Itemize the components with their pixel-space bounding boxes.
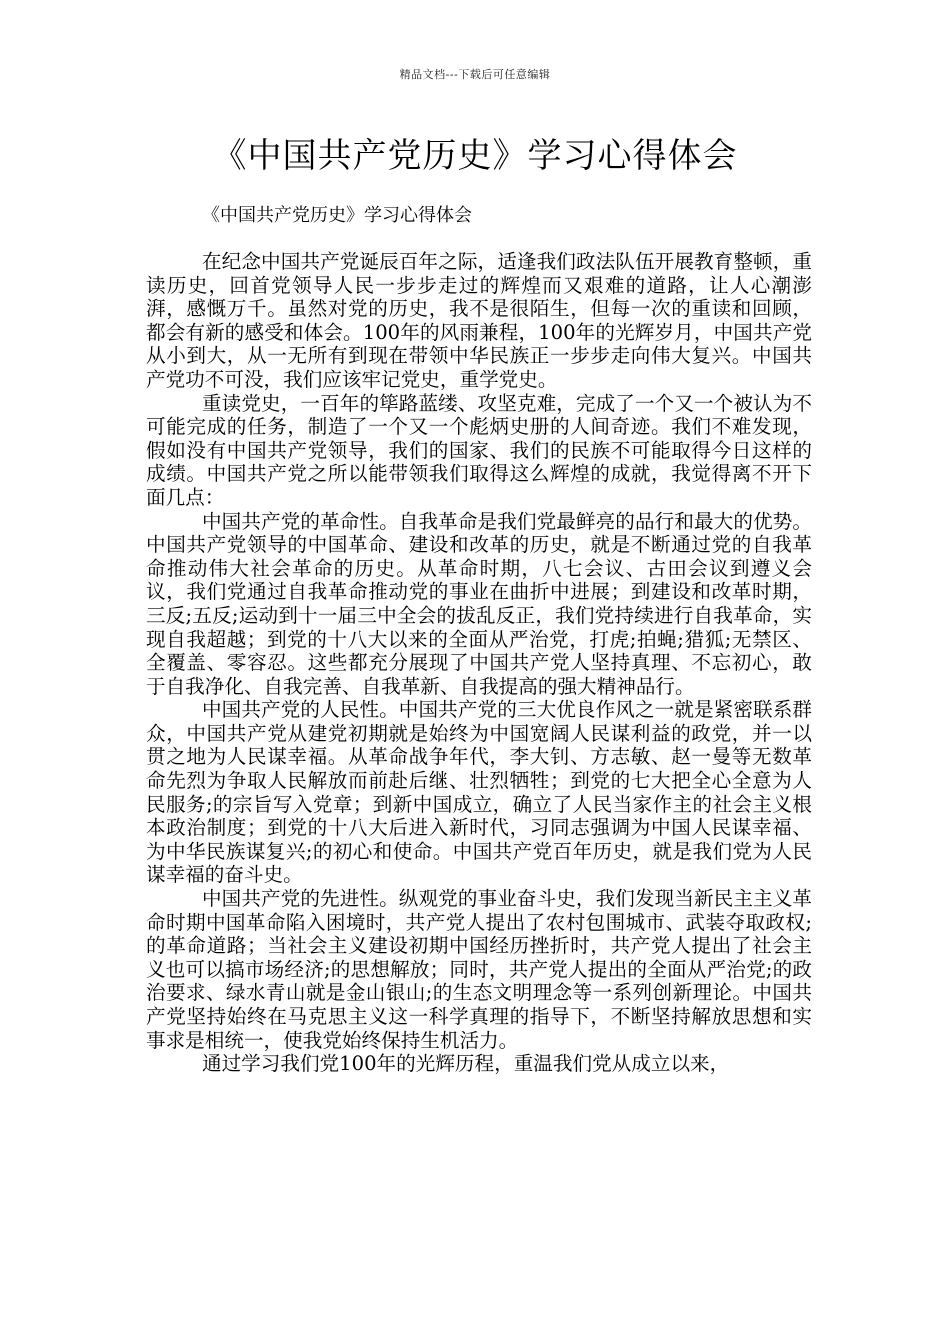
paragraph-closing: 通过学习我们党100年的光辉历程，重温我们党从成立以来， bbox=[202, 1052, 730, 1076]
paragraph-revolutionary-nature: 中国共产党的革命性。自我革命是我们党最鲜亮的品行和最大的优势。中国共产党领导的中国革命、建设和改革的历史，就是不断通过党的自我革命推动伟大社会革命的历史。从革命时期，八七会议、古田会议到遵义会议，我们党通过自我革命推动党的事业在曲折中进展；到建设和改革时期，三反;五反;运动到十一届三中全会的拔乱反正，我们党持续进行自我革命，实现自我超越；到党的十八大以来的全面从严治党，打虎;拍蝇;猎狐;无禁区、全覆盖、零容忍。这些都充分展现了中国共产党人坚持真理、不忘初心，敢于自我净化、自我完善、自我革新、自我提高的强大精神品行。 bbox=[146, 509, 812, 698]
paragraph-intro: 在纪念中国共产党诞辰百年之际，适逢我们政法队伍开展教育整顿，重读历史，回首党领导人民一步步走过的辉煌而又艰难的道路，让人心潮澎湃，感慨万千。虽然对党的历史，我不是很陌生，但每一次的重读和回顾，都会有新的感受和体会。100年的风雨兼程，100年的光辉岁月，中国共产党从小到大，从一无所有到现在带领中华民族正一步步走向伟大复兴。中国共产党功不可没，我们应该牢记党史，重学党史。 bbox=[146, 250, 812, 391]
header-note: 精品文档---下载后可任意编辑 bbox=[399, 68, 551, 81]
paragraph-history-review: 重读党史，一百年的筚路蓝缕、攻坚克难，完成了一个又一个被认为不可能完成的任务，制造了一个又一个彪炳史册的人间奇迹。我们不难发现，假如没有中国共产党领导，我们的国家、我们的民族不可能取得今日这样的成绩。中国共产党之所以能带领我们取得这么辉煌的成就，我觉得离不开下面几点： bbox=[146, 391, 812, 509]
paragraph-advanced-nature: 中国共产党的先进性。纵观党的事业奋斗史，我们发现当新民主主义革命时期中国革命陷入困境时，共产党人提出了农村包围城市、武装夺取政权;的革命道路；当社会主义建设初期中国经历挫折时，共产党人提出了社会主义也可以搞市场经济;的思想解放；同时，共产党人提出的全面从严治党;的政治要求、绿水青山就是金山银山;的生态文明理念等一系列创新理论。中国共产党坚持始终在马克思主义这一科学真理的指导下，不断坚持解放思想和实事求是相统一，使我党始终保持生机活力。 bbox=[146, 887, 812, 1052]
document-title: 《中国共产党历史》学习心得体会 bbox=[212, 136, 738, 176]
document-subtitle: 《中国共产党历史》学习心得体会 bbox=[202, 205, 472, 226]
document-body bbox=[146, 250, 812, 1076]
paragraph-people-nature: 中国共产党的人民性。中国共产党的三大优良作风之一就是紧密联系群众，中国共产党从建党初期就是始终为中国宽阔人民谋利益的政党，并一以贯之地为人民谋幸福。从革命战争年代，李大钊、方志敏、赵一曼等无数革命先烈为争取人民解放而前赴后继、壮烈牺牲；到党的七大把全心全意为人民服务;的宗旨写入党章；到新中国成立，确立了人民当家作主的社会主义根本政治制度；到党的十八大后进入新时代，习同志强调为中国人民谋幸福、为中华民族谋复兴;的初心和使命。中国共产党百年历史，就是我们党为人民谋幸福的奋斗史。 bbox=[146, 698, 812, 887]
